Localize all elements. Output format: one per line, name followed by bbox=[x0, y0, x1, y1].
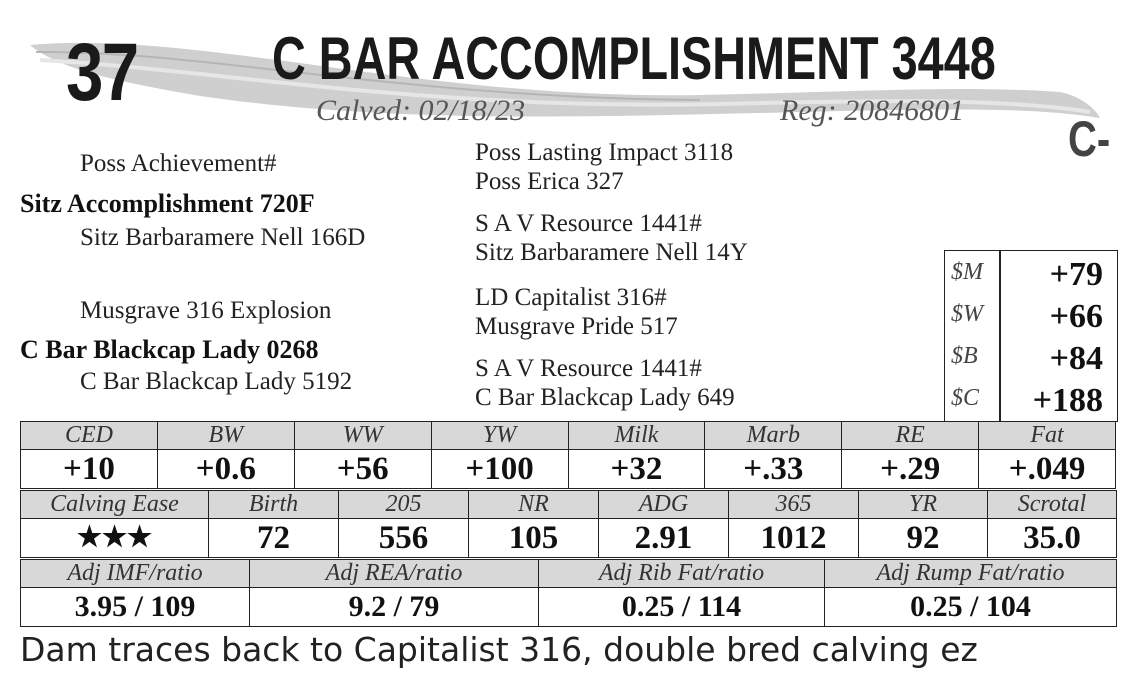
performance-header: Scrotal bbox=[988, 491, 1117, 519]
epd-value: +.049 bbox=[979, 450, 1116, 489]
performance-header: Calving Ease bbox=[21, 491, 209, 519]
carcass-header: Adj REA/ratio bbox=[250, 560, 539, 588]
index-value: +188 bbox=[1032, 382, 1103, 419]
carcass-value: 0.25 / 114 bbox=[539, 588, 825, 627]
pedigree-sdd: Sitz Barbaramere Nell 14Y bbox=[475, 239, 748, 266]
lot-number: 37 bbox=[66, 27, 138, 118]
performance-value: 2.91 bbox=[599, 519, 729, 558]
epd-header: RE bbox=[842, 422, 979, 450]
performance-table bbox=[20, 490, 1117, 558]
index-row bbox=[945, 295, 1117, 337]
epd-header-row bbox=[21, 422, 1116, 450]
epd-header: Fat bbox=[979, 422, 1116, 450]
performance-header: 365 bbox=[729, 491, 859, 519]
pedigree-dam-sire: Musgrave 316 Explosion bbox=[80, 297, 332, 324]
performance-value: 35.0 bbox=[988, 519, 1117, 558]
pedigree-dam-dam: C Bar Blackcap Lady 5192 bbox=[80, 368, 353, 395]
carcass-header: Adj Rump Fat/ratio bbox=[825, 560, 1117, 588]
epd-value: +32 bbox=[568, 450, 705, 489]
performance-header: Birth bbox=[209, 491, 339, 519]
pedigree-dds: S A V Resource 1441# bbox=[475, 355, 702, 382]
epd-value: +56 bbox=[294, 450, 431, 489]
registration-number: Reg: 20846801 bbox=[780, 94, 965, 127]
epd-value: +0.6 bbox=[157, 450, 294, 489]
calving-ease-stars: ★★★ bbox=[21, 519, 209, 558]
performance-header: 205 bbox=[339, 491, 469, 519]
pedigree-sds: S A V Resource 1441# bbox=[475, 210, 702, 237]
carcass-value: 9.2 / 79 bbox=[250, 588, 539, 627]
epd-header: Milk bbox=[568, 422, 705, 450]
carcass-table bbox=[20, 559, 1117, 627]
epd-value: +100 bbox=[431, 450, 568, 489]
epd-header: Marb bbox=[705, 422, 842, 450]
epd-header: YW bbox=[431, 422, 568, 450]
performance-header: ADG bbox=[599, 491, 729, 519]
index-value: +66 bbox=[1049, 298, 1103, 335]
pedigree-ssd: Poss Erica 327 bbox=[475, 168, 624, 195]
performance-value: 1012 bbox=[729, 519, 859, 558]
pedigree-sire-dam: Sitz Barbaramere Nell 166D bbox=[80, 224, 366, 251]
index-value: +84 bbox=[1049, 340, 1103, 377]
performance-value: 556 bbox=[339, 519, 469, 558]
animal-name-title: C BAR ACCOMPLISHMENT 3448 bbox=[272, 25, 996, 92]
calved-date: Calved: 02/18/23 bbox=[316, 94, 526, 127]
carcass-header: Adj IMF/ratio bbox=[21, 560, 250, 588]
pedigree-dsd: Musgrave Pride 517 bbox=[475, 313, 678, 340]
epd-table bbox=[20, 421, 1116, 489]
dollar-index-box bbox=[944, 250, 1118, 422]
grade-badge: C- bbox=[1068, 111, 1111, 167]
performance-value: 72 bbox=[209, 519, 339, 558]
carcass-value: 0.25 / 104 bbox=[825, 588, 1117, 627]
performance-value: 92 bbox=[859, 519, 988, 558]
index-label: $W bbox=[951, 301, 983, 327]
epd-value: +10 bbox=[21, 450, 158, 489]
epd-value: +.29 bbox=[842, 450, 979, 489]
index-value: +79 bbox=[1049, 256, 1103, 293]
pedigree-sire: Sitz Accomplishment 720F bbox=[20, 189, 315, 218]
index-row bbox=[945, 253, 1117, 295]
carcass-value: 3.95 / 109 bbox=[21, 588, 250, 627]
index-row bbox=[945, 379, 1117, 421]
carcass-header: Adj Rib Fat/ratio bbox=[539, 560, 825, 588]
index-label: $C bbox=[951, 385, 980, 411]
epd-header: BW bbox=[157, 422, 294, 450]
pedigree-dam: C Bar Blackcap Lady 0268 bbox=[20, 335, 319, 364]
performance-header-row bbox=[21, 491, 1117, 519]
epd-header: CED bbox=[21, 422, 158, 450]
footnote-text: Dam traces back to Capitalist 316, double bred calving ez bbox=[20, 630, 978, 669]
epd-value-row bbox=[21, 450, 1116, 489]
pedigree-dss: LD Capitalist 316# bbox=[475, 284, 667, 311]
performance-header: YR bbox=[859, 491, 988, 519]
carcass-header-row bbox=[21, 560, 1117, 588]
index-row bbox=[945, 337, 1117, 379]
index-label: $M bbox=[951, 259, 983, 285]
epd-header: WW bbox=[294, 422, 431, 450]
carcass-value-row bbox=[21, 588, 1117, 627]
index-label: $B bbox=[951, 343, 978, 369]
pedigree-sire-sire: Poss Achievement# bbox=[80, 150, 277, 177]
pedigree-sss: Poss Lasting Impact 3118 bbox=[475, 139, 734, 166]
epd-value: +.33 bbox=[705, 450, 842, 489]
performance-value-row bbox=[21, 519, 1117, 558]
pedigree-ddd: C Bar Blackcap Lady 649 bbox=[475, 384, 735, 411]
performance-value: 105 bbox=[469, 519, 599, 558]
performance-header: NR bbox=[469, 491, 599, 519]
